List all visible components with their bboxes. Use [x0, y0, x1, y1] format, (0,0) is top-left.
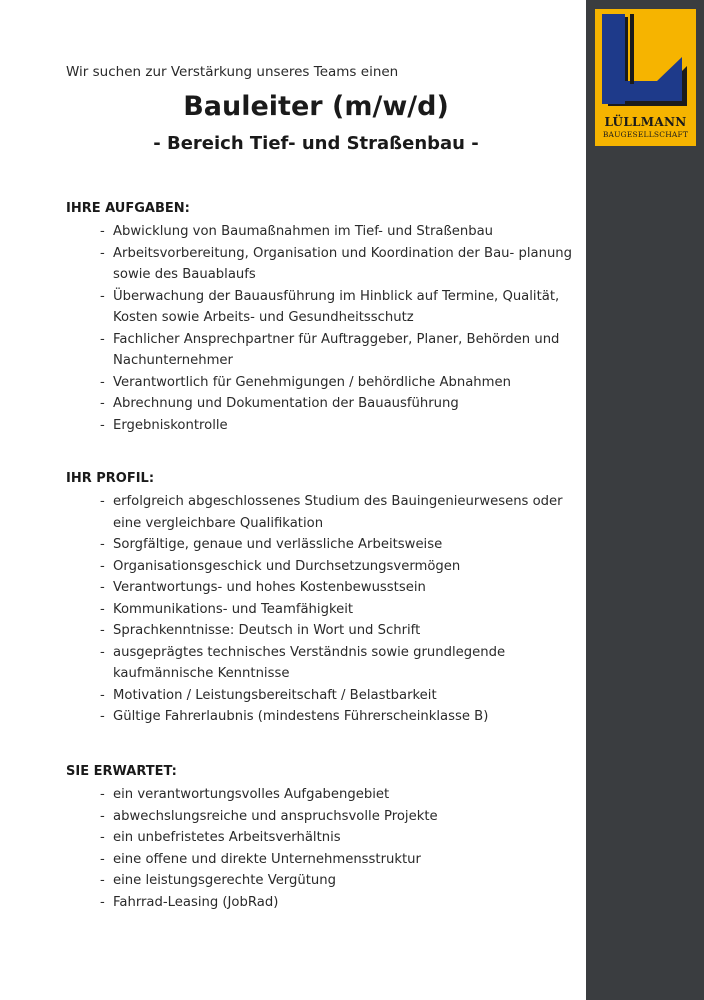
list-item: - Sorgfältige, genaue und verlässliche Arbeitsweise: [66, 534, 576, 556]
list-item: - Organisationsgeschick und Durchsetzungsvermögen: [66, 556, 576, 578]
list-item: - Fachlicher Ansprechpartner für Auftraggeber, Planer, Behörden und Nachunternehmer: [66, 329, 576, 372]
section-profile: [66, 470, 576, 728]
list-item: - abwechslungsreiche und anspruchsvolle Projekte: [66, 806, 576, 828]
offer-list: [66, 784, 576, 913]
list-item: - ausgeprägtes technisches Verständnis sowie grundlegende kaufmännische Kenntnisse: [66, 642, 576, 685]
list-item: - ein unbefristetes Arbeitsverhältnis: [66, 827, 576, 849]
list-item: - Motivation / Leistungsbereitschaft / Belastbarkeit: [66, 685, 576, 707]
task-list: [66, 221, 576, 436]
list-item: - Verantwortungs- und hohes Kostenbewusstsein: [66, 577, 576, 599]
list-item: - Kommunikations- und Teamfähigkeit: [66, 599, 576, 621]
profile-list: [66, 491, 576, 728]
list-item: - Überwachung der Bauausführung im Hinblick auf Termine, Qualität, Kosten sowie Arbeits- und Gesundheitsschutz: [66, 286, 576, 329]
list-item: - Ergebniskontrolle: [66, 415, 576, 437]
job-subtitle: - Bereich Tief- und Straßenbau -: [153, 133, 479, 154]
logo-subtitle: BAUGESELLSCHAFT: [602, 130, 689, 139]
logo-mark-icon: [595, 9, 696, 115]
list-item: - Gültige Fahrerlaubnis (mindestens Führerscheinklasse B): [66, 706, 576, 728]
section-tasks: [66, 200, 576, 436]
job-title: Bauleiter (m/w/d): [183, 91, 449, 122]
list-item: - Arbeitsvorbereitung, Organisation und Koordination der Bau- planung sowie des Bauablaufs: [66, 243, 576, 286]
sidebar-panel: [586, 0, 704, 1000]
section-offer: [66, 763, 576, 913]
company-logo: [595, 9, 696, 146]
list-item: - Verantwortlich für Genehmigungen / behördliche Abnahmen: [66, 372, 576, 394]
section-heading: IHRE AUFGABEN:: [66, 201, 190, 216]
list-item: - eine offene und direkte Unternehmensstruktur: [66, 849, 576, 871]
list-item: - Fahrrad-Leasing (JobRad): [66, 892, 576, 914]
list-item: - eine leistungsgerechte Vergütung: [66, 870, 576, 892]
section-heading: SIE ERWARTET:: [66, 764, 177, 779]
section-heading: IHR PROFIL:: [66, 471, 155, 486]
logo-name: LÜLLMANN: [604, 115, 687, 129]
list-item: - Abwicklung von Baumaßnahmen im Tief- und Straßenbau: [66, 221, 576, 243]
list-item: - Abrechnung und Dokumentation der Bauausführung: [66, 393, 576, 415]
list-item: - ein verantwortungsvolles Aufgabengebiet: [66, 784, 576, 806]
list-item: - Sprachkenntnisse: Deutsch in Wort und Schrift: [66, 620, 576, 642]
list-item: - erfolgreich abgeschlossenes Studium des Bauingenieurwesens oder eine vergleichbare Qualifikation: [66, 491, 576, 534]
intro-text: Wir suchen zur Verstärkung unseres Teams einen: [66, 64, 399, 80]
